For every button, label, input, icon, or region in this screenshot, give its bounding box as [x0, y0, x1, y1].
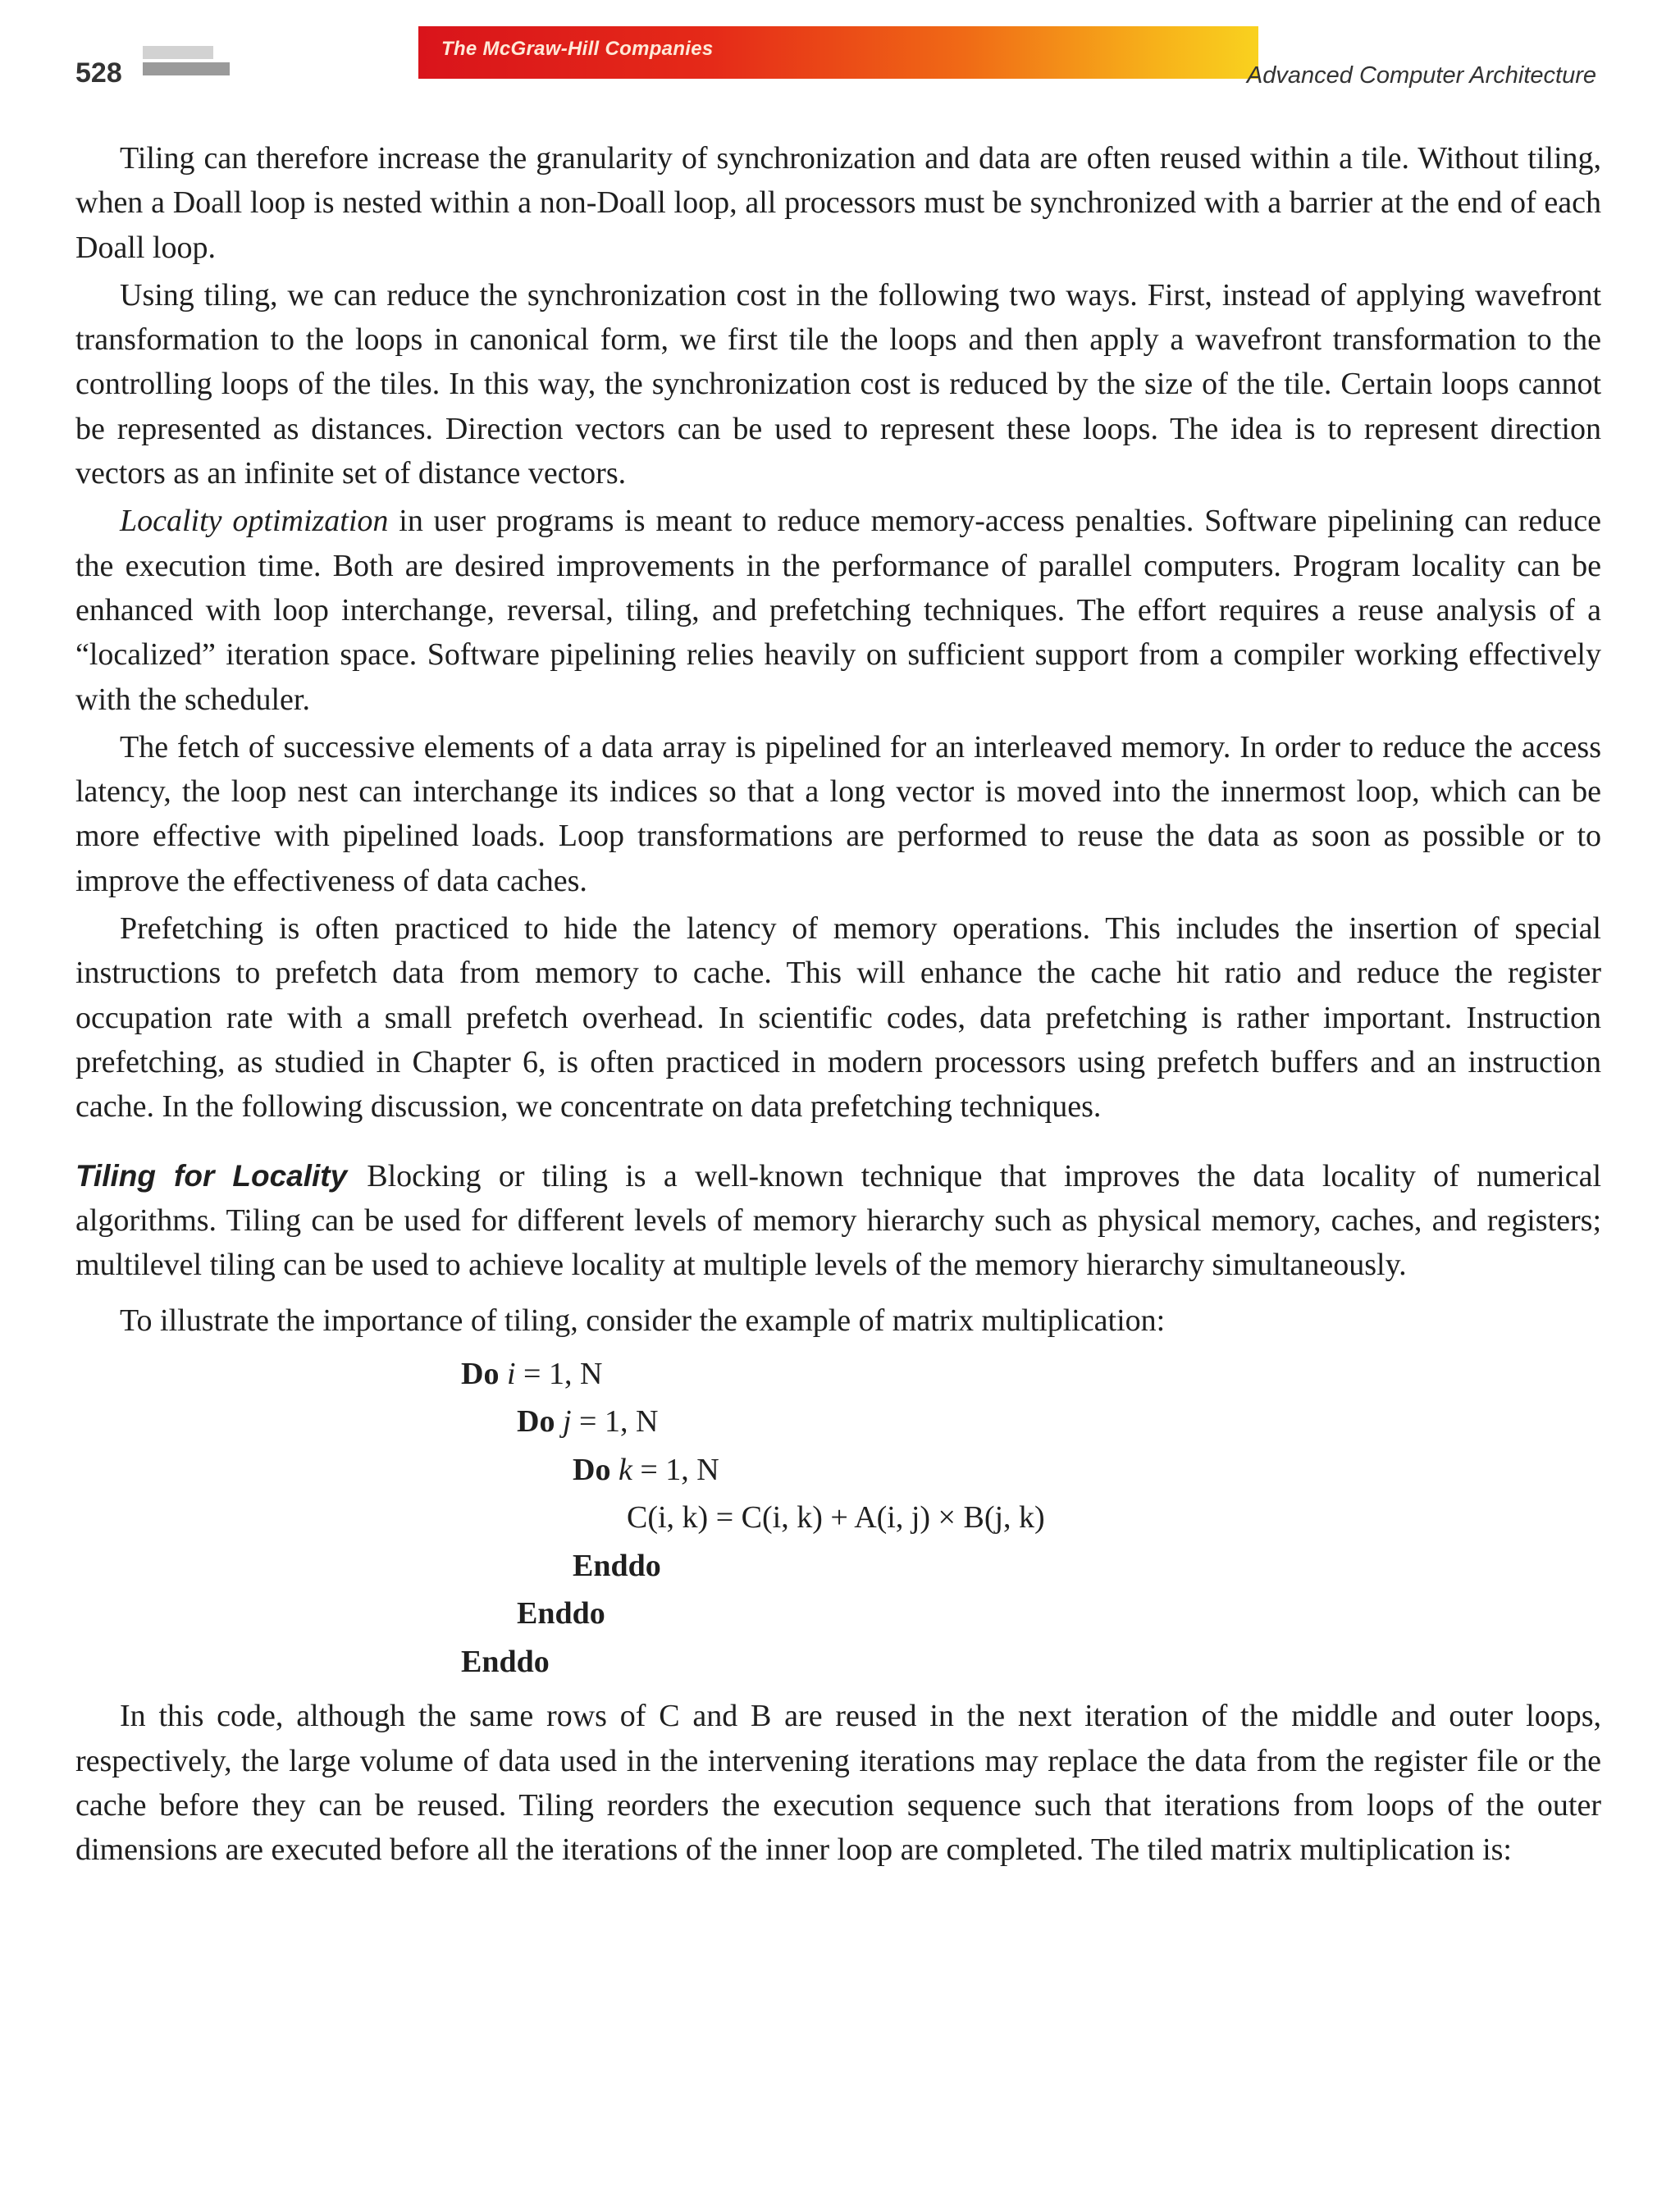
publisher-banner: [418, 26, 1258, 79]
header-decoration-bar: [143, 46, 213, 59]
running-title: Advanced Computer Architecture: [1246, 62, 1596, 89]
paragraph: Using tiling, we can reduce the synchronization cost in the following two ways. First, instead of applying wavefront transformation to the loops in canonical form, we first tile the loops and then apply a wavefront transformation to the controlling loops of the tiles. In this way, the synchronization cost is reduced by the size of the tile. Certain loops cannot be represented as distances. Direction vectors can be used to represent these loops. The idea is to represent direction vectors as an infinite set of distance vectors.: [75, 277, 1601, 491]
code-line: Do i = 1, N: [461, 1356, 603, 1391]
page-number: 528: [75, 57, 122, 89]
code-line: Do k = 1, N: [573, 1452, 719, 1487]
paragraph: Prefetching is often practiced to hide the latency of memory operations. This includes the insertion of special instructions to prefetch data from memory to cache. This will enhance the cache hit ratio and reduce the register occupation rate with a small prefetch overhead. In scientific codes, data prefetching is rather important. Instruction prefetching, as studied in Chapter 6, is often practiced in modern processors using prefetch buffers and an instruction cache. In the following discussion, we concentrate on data prefetching techniques.: [75, 911, 1601, 1125]
publisher-logo-text: The McGraw-Hill Companies: [441, 38, 714, 60]
code-line: Enddo: [461, 1644, 550, 1679]
code-block: [75, 1350, 1601, 1686]
page-content: [75, 136, 1601, 1872]
code-line: C(i, k) = C(i, k) + A(i, j) × B(j, k): [627, 1500, 1045, 1536]
paragraph: In this code, although the same rows of C and B are reused in the next iteration of the middle and outer loops, respectively, the large volume of data used in the intervening iterations may replace the data from the register file or the cache before they can be reused. Tiling reorders the execution sequence such that iterations from loops of the outer dimensions are executed before all the iterations of the inner loop are completed. The tiled matrix multiplication is:: [75, 1699, 1601, 1868]
section-heading: Tiling for Locality: [75, 1158, 348, 1193]
paragraph: [75, 499, 1601, 721]
emphasis-term: Locality optimization: [120, 504, 389, 539]
header-decoration-bar: [143, 62, 230, 75]
paragraph: To illustrate the importance of tiling, consider the example of matrix multiplication:: [120, 1303, 1166, 1339]
paragraph-text: Blocking or tiling is a well-known technique that improves the data locality of numerical algorithms. Tiling can be used for different levels of memory hierarchy such as physical memory, caches, and registers; multilevel tiling can be used to achieve locality at multiple levels of the memory hierarchy simultaneously.: [75, 1158, 1602, 1283]
code-line: Do j = 1, N: [517, 1404, 659, 1440]
section-paragraph: [75, 1154, 1601, 1288]
code-line: Enddo: [517, 1596, 605, 1631]
paragraph: Tiling can therefore increase the granularity of synchronization and data are often reused within a tile. Without tiling, when a Doall loop is nested within a non-Doall loop, all processors must be synchronized with a barrier at the end of each Doall loop.: [75, 141, 1601, 265]
paragraph-text: in user programs is meant to reduce memory-access penalties. Software pipelining can reduce the execution time. Both are desired improvements in the performance of parallel computers. Program locality can be enhanced with loop interchange, reversal, tiling, and prefetching techniques. The effort requires a reuse analysis of a “localized” iteration space. Software pipelining relies heavily on sufficient support from a compiler working effectively with the scheduler.: [75, 504, 1602, 717]
paragraph: The fetch of successive elements of a data array is pipelined for an interleaved memory. In order to reduce the access latency, the loop nest can interchange its indices so that a long vector is moved into the innermost loop, which can be more effective with pipelined loads. Loop transformations are performed to reuse the data as soon as possible or to improve the effectiveness of data caches.: [75, 729, 1601, 898]
code-line: Enddo: [573, 1548, 661, 1583]
